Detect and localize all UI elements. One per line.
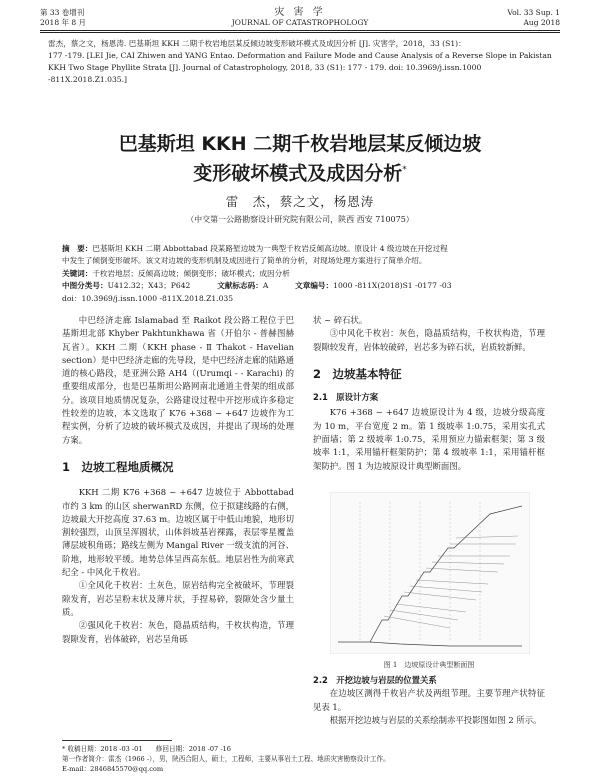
authors: 雷 杰，蔡之文，杨恩涛 xyxy=(225,194,375,209)
classification: U412.32；X43；P642 xyxy=(107,281,191,291)
received-date: * 收稿日期：2018 -03 -01 修回日期：2018 -07 -16 xyxy=(62,745,231,753)
rock-layer-3: ③中风化千枚岩：灰色，隐晶质结构，千枚状构造，节理裂隙较发育，岩体较破碎，岩芯多为碎石状，岩质较新鲜。 xyxy=(313,328,545,352)
intro-paragraph: 中巴经济走廊 Islamabad 至 Raikot 段公路工程位于巴基斯坦北部 Khyber Pakhtunkhawa 省（开伯尔 - 普赫图赫瓦省）。KKH 二期（KKH phase - Ⅱ Thakot - Havelian section）是中巴经济走廊的先导段，是中巴经济走廊的陆路通道的核心路段，是亚洲公路 AH4（(Urumqi - - Karachi) 的重要组成部分，也是巴基斯坦公路网南北通道主骨架的组成部分。该项目地质情况复杂，公路建设过程中开挖形成许多稳定性较差的边坡，本文选取了 K76 +368 ~ +647 边坡作为工程实例，分析了边坡的破坏模式及成因，并提出了现场的处理方案。 xyxy=(62,315,294,445)
doc-code-label: 文献标志码： xyxy=(217,281,263,291)
header-right xyxy=(507,8,560,28)
header-rule xyxy=(40,30,560,31)
slope-section-figure xyxy=(330,492,530,654)
paper-title xyxy=(0,131,600,186)
right-column-top xyxy=(313,314,545,473)
citation-line: KKH Two Stage Phyllite Strata [J]. Journal of Catastrophology, 2018, 33 (S1): 177 - 179. doi: 10.3969/j.issn.1000 xyxy=(48,63,482,72)
footnote-rule xyxy=(62,740,172,741)
keywords-label: 关键词： xyxy=(62,268,93,278)
title-footnote-mark: * xyxy=(402,165,407,175)
design-paragraph: K76 +368 ~ +647 边坡原设计为 4 级，边坡分级高度为 10 m，平台宽度 2 m。第 1 级坡率 1:0.75，采用实孔式护面墙；第 2 级坡率 1:0.75，采用预应力锚索框架；第 3 级坡率 1:1，采用锚杆框架防护；第 4 级坡率 1:1，采用锚杆框架防护。图 1 为边坡原设计典型断面图。 xyxy=(313,407,545,471)
citation-line: 177 -179. [LEI Jie, CAI Zhiwen and YANG Entao. Deformation and Failure Mode and Cause Analysis of a Reverse Slope in Pakistan xyxy=(48,51,552,60)
affiliation: （中交第一公路勘察设计研究院有限公司，陕西 西安 710075） xyxy=(186,215,414,224)
joint-paragraph: 在边坡区测得千枚岩产状及两组节理。主要节理产状特征见表 1。 xyxy=(313,688,545,712)
figure-1-caption: 图 1 边坡原设计典型断面图 xyxy=(383,661,475,669)
author-email: E-mail：2846845570@qq.com xyxy=(62,765,164,773)
section-1-heading: 1 边坡工程地质概况 xyxy=(62,459,174,474)
stereonet-paragraph: 根据开挖边坡与岩层的关系绘制赤平投影图如图 2 所示。 xyxy=(329,714,542,725)
rock-layer-2-cont: 状 ~ 碎石状。 xyxy=(313,315,368,325)
citation-line: -811X.2018.Z1.035.] xyxy=(48,75,128,84)
subsection-2-2-heading: 2.2 开挖边坡与岩层的位置关系 xyxy=(313,675,437,685)
rock-layer-1: ①全风化千枚岩：土灰色，原岩结构完全被破坏，节理裂隙发育，岩芯呈粉末状及薄片状，手捏易碎，裂隙处含少量土质。 xyxy=(62,580,294,617)
section-2-heading: 2 边坡基本特征 xyxy=(313,366,402,381)
volume-cn: 第 33 卷增刊 xyxy=(40,8,85,17)
author-bio: 第一作者简介：雷杰（1966 -），男，陕西合阳人，硕士，工程师，主要从事岩土工程、地质灾害勘察设计工作。 xyxy=(62,755,390,763)
title-line-1: 巴基斯坦 KKH 二期千枚岩地层某反倾边坡 xyxy=(118,133,482,155)
journal-name-en: JOURNAL OF CATASTROPHOLOGY xyxy=(231,18,369,27)
citation-line: 雷杰，蔡之文，杨恩涛. 巴基斯坦 KKH 二期千枚岩地层某反倾边坡变形破坏模式及成因分析 [J]. 灾害学，2018，33 (S1)： xyxy=(48,39,466,48)
footnotes xyxy=(62,744,542,774)
geology-paragraph: KKH 二期 K76 +368 ~ +647 边坡位于 Abbottabad 市约 3 km 的山区 sherwanRD 东侧，位于拟建线路的右侧，边坡最大开挖高度 37.63 m。边坡区属于中低山地貌，地形切割较强烈，山顶呈浑圆状，山体斜坡基岩裸露，表层零星覆盖薄层坡积角砾；路线左侧为 Mangal River 一级支流的河谷、阶地，地形较平缓。地势总体呈西高东低。地层岩性为前寒武纪全 - 中风化千枚岩。 xyxy=(62,487,294,578)
doi: doi：10.3969/j.issn.1000 -811X.2018.Z1.035 xyxy=(62,293,234,303)
left-column xyxy=(62,314,294,646)
rock-layer-2: ②强风化千枚岩：灰色，隐晶质结构，千枚状构造，节理裂隙发育，岩体破碎，岩芯呈角砾 xyxy=(62,620,294,644)
citation-block xyxy=(48,38,560,86)
date-cn: 2018 年 8 月 xyxy=(40,18,87,27)
title-line-2: 变形破坏模式及成因分析 xyxy=(193,162,403,185)
abstract-text-cont: 中发生了倾倒变形破坏。该文对边坡的变形机制及成因进行了简单的分析，对现场处理方案进行了简单介绍。 xyxy=(62,256,427,266)
keywords: 千枚岩地层；反倾高边坡；倾倒变形；破坏模式；成因分析 xyxy=(92,268,290,278)
abstract-block xyxy=(62,243,542,305)
article-no: 1000 -811X(2018)S1 -0177 -03 xyxy=(333,281,452,291)
subsection-2-1-heading: 2.1 原设计方案 xyxy=(313,392,379,403)
right-column-bottom xyxy=(313,674,545,727)
journal-name-cn: 灾 害 学 xyxy=(274,7,326,18)
abstract-text: 巴基斯坦 KKH 二期 Abbottabad 段某路堑边坡为一典型千枚岩反倾高边坡。原设计 4 级边坡在开挖过程 xyxy=(92,244,448,253)
volume-en: Vol. 33 Sup. 1 xyxy=(507,8,560,17)
article-no-label: 文章编号： xyxy=(295,281,334,291)
date-en: Aug 2018 xyxy=(523,18,560,27)
classification-label: 中图分类号： xyxy=(62,281,108,291)
abstract-label: 摘 要： xyxy=(62,244,93,253)
doc-code: A xyxy=(262,281,269,291)
header-rule-thin xyxy=(40,32,560,33)
